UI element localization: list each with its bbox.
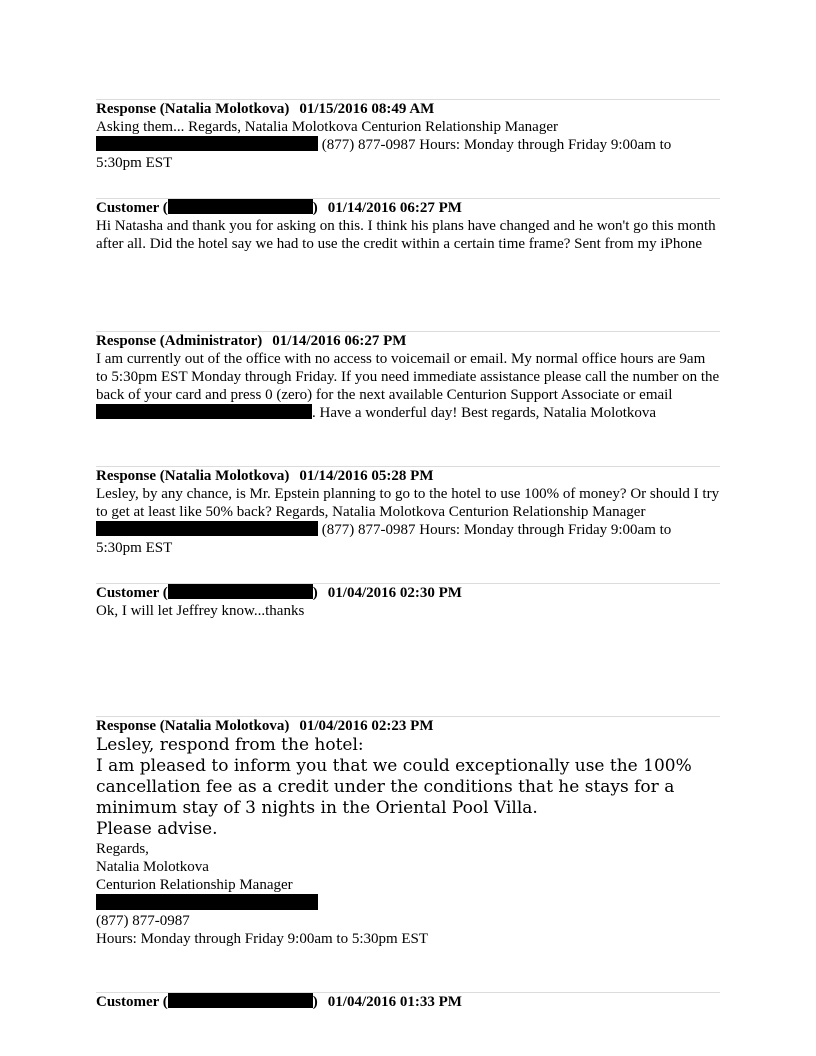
body-text: Lesley, by any chance, is Mr. Epstein planning to go to the hotel to use 100% of money? Or should I try to get at least like 50% back? Regards, Natalia Molotkova Centurion Relationship Manager [96, 486, 720, 520]
message-4 [96, 467, 720, 557]
message-date: 01/04/2016 01:33 PM [327, 994, 462, 1010]
message-author-suffix: ) [312, 994, 318, 1010]
signature [96, 840, 720, 948]
body-text: (877) 877-0987 Hours: Monday through Friday 9:00am to [321, 137, 672, 153]
message-date: 01/04/2016 02:23 PM [299, 718, 434, 734]
body-text: 5:30pm EST [96, 155, 173, 171]
message-5 [96, 584, 720, 620]
message-author: Response (Natalia Molotkova) [96, 718, 290, 734]
body-text: . Have a wonderful day! Best regards, Natalia Molotkova [312, 405, 657, 421]
redaction-bar [168, 584, 313, 599]
signature-phone: (877) 877-0987 [96, 913, 190, 929]
message-body: Ok, I will let Jeffrey know...thanks [96, 603, 305, 619]
message-header [96, 100, 720, 118]
message-author: Customer ( [96, 585, 168, 601]
message-header [96, 332, 720, 350]
message-date: 01/14/2016 06:27 PM [272, 333, 407, 349]
message-body: Hi Natasha and thank you for asking on this. I think his plans have changed and he won't go this month after all. Did the hotel say we had to use the credit within a certain time frame? Sent from my iPhone [96, 218, 716, 252]
message-date: 01/14/2016 05:28 PM [299, 468, 434, 484]
message-header [96, 993, 720, 1011]
message-body [96, 350, 720, 422]
hotel-response-line: I am pleased to inform you that we could exceptionally use the 100% cancellation fee as a credit under the conditions that he stays for a minimum stay of 3 nights in the Oriental Pool Villa. [96, 756, 692, 818]
signature-line: Centurion Relationship Manager [96, 877, 293, 893]
redaction-bar [168, 993, 313, 1008]
hotel-response [96, 735, 720, 840]
message-body [96, 118, 720, 172]
message-date: 01/04/2016 02:30 PM [327, 585, 462, 601]
signature-hours: Hours: Monday through Friday 9:00am to 5:30pm EST [96, 931, 429, 947]
body-text: I am currently out of the office with no access to voicemail or email. My normal office hours are 9am to 5:30pm EST Monday through Friday. If you need immediate assistance please call the number on the back of your card and press 0 (zero) for the next available Centurion Support Associate or email [96, 351, 720, 403]
message-7 [96, 993, 720, 1011]
redaction-bar [96, 894, 318, 910]
redaction-bar [96, 521, 318, 536]
redaction-bar [96, 136, 318, 151]
redaction-bar [96, 404, 312, 419]
body-text: Asking them... Regards, Natalia Molotkova Centurion Relationship Manager [96, 119, 558, 135]
message-author: Response (Natalia Molotkova) [96, 101, 290, 117]
message-6 [96, 717, 720, 948]
message-header [96, 717, 720, 735]
message-header [96, 584, 720, 602]
signature-line: Regards, [96, 841, 149, 857]
hotel-response-line: Please advise. [96, 819, 218, 839]
message-author: Response (Natalia Molotkova) [96, 468, 290, 484]
message-author: Customer ( [96, 200, 168, 216]
message-2 [96, 199, 720, 253]
message-body [96, 485, 720, 557]
message-date: 01/15/2016 08:49 AM [299, 101, 435, 117]
message-author: Response (Administrator) [96, 333, 263, 349]
message-header [96, 467, 720, 485]
body-text: (877) 877-0987 Hours: Monday through Friday 9:00am to 5:30pm EST [96, 522, 672, 556]
message-author-suffix: ) [312, 585, 318, 601]
message-author: Customer ( [96, 994, 168, 1010]
message-3 [96, 332, 720, 422]
message-header [96, 199, 720, 217]
redaction-bar [168, 199, 313, 214]
message-1 [96, 100, 720, 172]
message-date: 01/14/2016 06:27 PM [327, 200, 462, 216]
signature-line: Natalia Molotkova [96, 859, 209, 875]
hotel-response-line: Lesley, respond from the hotel: [96, 735, 364, 755]
message-author-suffix: ) [312, 200, 318, 216]
